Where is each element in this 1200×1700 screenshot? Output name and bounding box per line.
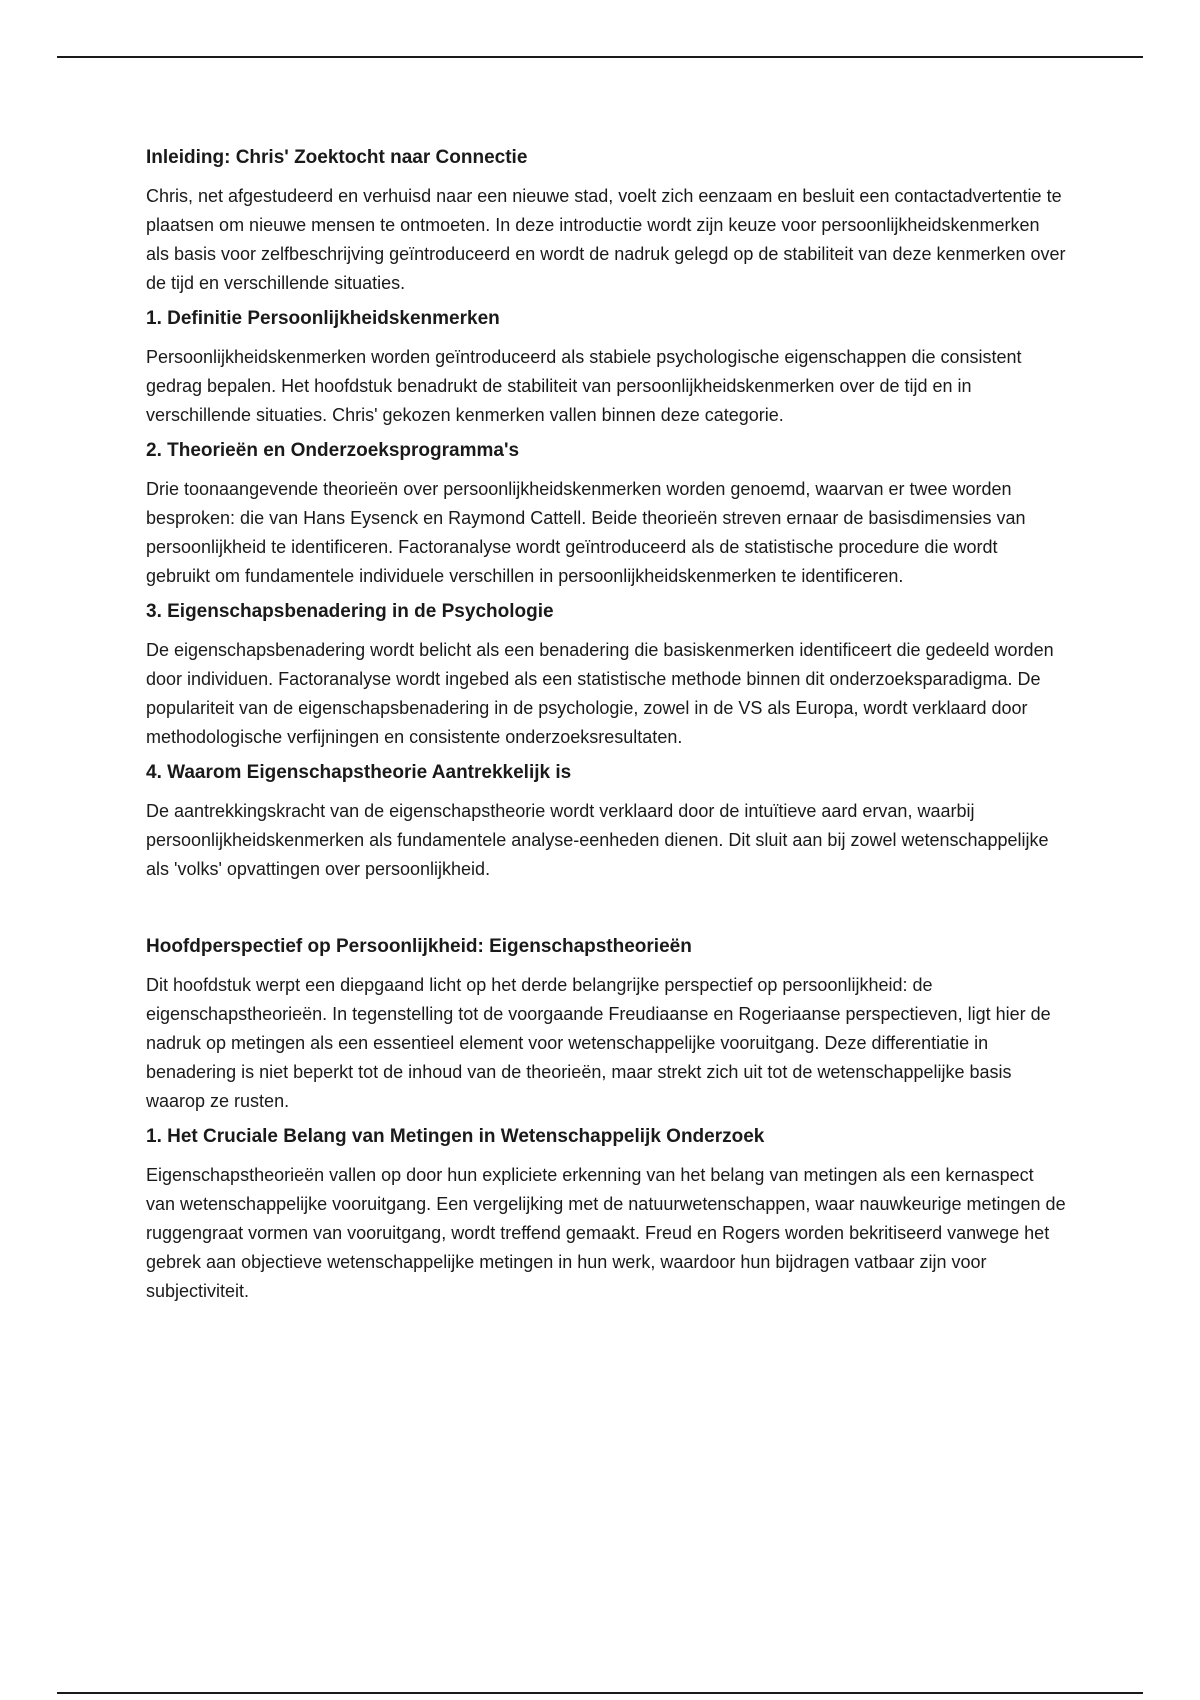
- top-divider: [57, 56, 1143, 58]
- section-heading: Hoofdperspectief op Persoonlijkheid: Eigenschapstheorieën: [146, 936, 692, 957]
- section-appeal: [146, 761, 1066, 884]
- section-paragraph: Dit hoofdstuk werpt een diepgaand licht op het derde belangrijke perspectief op persoonlijkheid: de eigenschapstheorieën. In tegenstelling tot de voorgaande Freudiaanse en Rogeriaanse perspectieven, ligt hier de nadruk op metingen als een essentieel element voor wetenschappelijke vooruitgang. Deze differentiatie in benadering is niet beperkt tot de inhoud van de theorieën, maar strekt zich uit tot de wetenschappelijke basis waarop ze rusten.: [146, 975, 1051, 1111]
- bottom-divider: [57, 1692, 1143, 1694]
- section-main-perspective: [146, 935, 1066, 1116]
- section-definition: [146, 307, 1066, 430]
- section-heading: 4. Waarom Eigenschapstheorie Aantrekkelijk is: [146, 762, 572, 783]
- section-paragraph: De eigenschapsbenadering wordt belicht als een benadering die basiskenmerken identificeert die gedeeld worden door individuen. Factoranalyse wordt ingebed als een statistische methode binnen dit onderzoeksparadigma. De populariteit van de eigenschapsbenadering in de psychologie, zowel in de VS als Europa, wordt verklaard door methodologische verfijningen en consistente onderzoeksresultaten.: [146, 640, 1054, 747]
- section-paragraph: Persoonlijkheidskenmerken worden geïntroduceerd als stabiele psychologische eigenschappen die consistent gedrag bepalen. Het hoofdstuk benadrukt de stabiliteit van persoonlijkheidskenmerken over de tijd en in verschillende situaties. Chris' gekozen kenmerken vallen binnen deze categorie.: [146, 347, 1022, 425]
- section-spacer: [146, 893, 1066, 935]
- document-body: [146, 146, 1066, 1315]
- section-paragraph: Drie toonaangevende theorieën over persoonlijkheidskenmerken worden genoemd, waarvan er twee worden besproken: die van Hans Eysenck en Raymond Cattell. Beide theorieën streven ernaar de basisdimensies van persoonlijkheid te identificeren. Factoranalyse wordt geïntroduceerd als de statistische procedure die wordt gebruikt om fundamentele individuele verschillen in persoonlijkheidskenmerken te identificeren.: [146, 479, 1026, 586]
- section-heading: 3. Eigenschapsbenadering in de Psychologie: [146, 601, 554, 622]
- section-heading: 1. Definitie Persoonlijkheidskenmerken: [146, 308, 500, 329]
- section-measurement: [146, 1125, 1066, 1306]
- section-introduction: [146, 146, 1066, 298]
- section-paragraph: Chris, net afgestudeerd en verhuisd naar een nieuwe stad, voelt zich eenzaam en besluit een contactadvertentie te plaatsen om nieuwe mensen te ontmoeten. In deze introductie wordt zijn keuze voor persoonlijkheidskenmerken als basis voor zelfbeschrijving geïntroduceerd en wordt de nadruk gelegd op de stabiliteit van deze kenmerken over de tijd en verschillende situaties.: [146, 186, 1066, 293]
- section-trait-approach: [146, 600, 1066, 752]
- section-theories: [146, 439, 1066, 591]
- section-heading: 1. Het Cruciale Belang van Metingen in Wetenschappelijk Onderzoek: [146, 1126, 765, 1147]
- section-paragraph: Eigenschapstheorieën vallen op door hun expliciete erkenning van het belang van metingen als een kernaspect van wetenschappelijke vooruitgang. Een vergelijking met de natuurwetenschappen, waar nauwkeurige metingen de ruggengraat vormen van vooruitgang, wordt treffend gemaakt. Freud en Rogers worden bekritiseerd vanwege het gebrek aan objectieve wetenschappelijke metingen in hun werk, waardoor hun bijdragen vatbaar zijn voor subjectiviteit.: [146, 1165, 1066, 1301]
- section-paragraph: De aantrekkingskracht van de eigenschapstheorie wordt verklaard door de intuïtieve aard ervan, waarbij persoonlijkheidskenmerken als fundamentele analyse-eenheden dienen. Dit sluit aan bij zowel wetenschappelijke als 'volks' opvattingen over persoonlijkheid.: [146, 801, 1049, 879]
- section-heading: Inleiding: Chris' Zoektocht naar Connectie: [146, 147, 528, 168]
- section-heading: 2. Theorieën en Onderzoeksprogramma's: [146, 440, 520, 461]
